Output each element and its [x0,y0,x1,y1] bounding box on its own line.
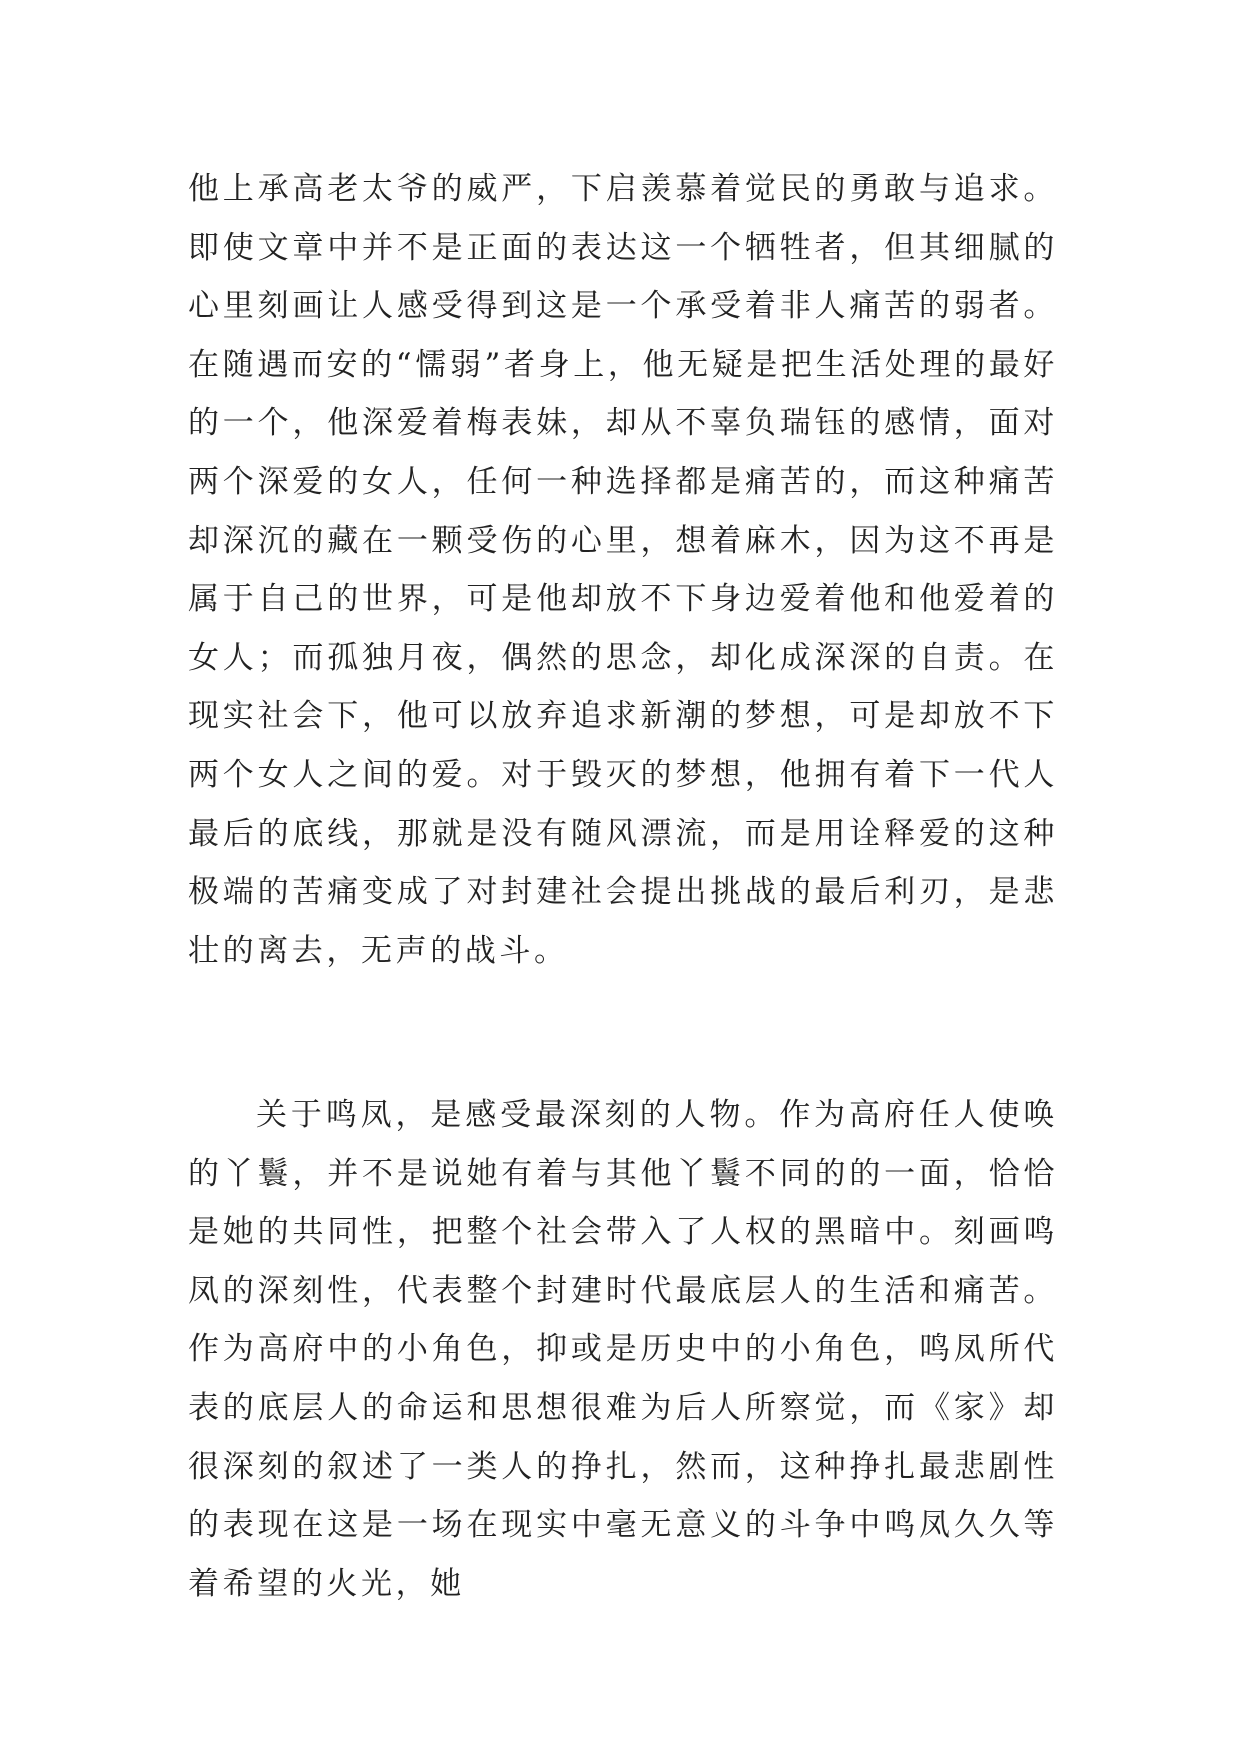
paragraph-mingfeng: 关于鸣凤，是感受最深刻的人物。作为高府任人使唤的丫鬟，并不是说她有着与其他丫鬟不同的的一面，恰恰是她的共同性，把整个社会带入了人权的黑暗中。刻画鸣凤的深刻性，代表整个封建时代最底层人的生活和痛苦。作为高府中的小角色，抑或是历史中的小角色，鸣凤所代表的底层人的命运和思想很难为后人所察觉，而《家》却很深刻的叙述了一类人的挣扎，然而，这种挣扎最悲剧性的表现在这是一场在现实中毫无意义的斗争中鸣凤久久等着希望的火光，她 [188,1097,1058,1602]
paragraph-juexin: 他上承高老太爷的威严，下启羡慕着觉民的勇敢与追求。即使文章中并不是正面的表达这一个牺牲者，但其细腻的心里刻画让人感受得到这是一个承受着非人痛苦的弱者。在随遇而安的“懦弱”者身上，他无疑是把生活处理的最好的一个，他深爱着梅表妹，却从不辜负瑞钰的感情，面对两个深爱的女人，任何一种选择都是痛苦的，而这种痛苦却深沉的藏在一颗受伤的心里，想着麻木，因为这不再是属于自己的世界，可是他却放不下身边爱着他和他爱着的女人；而孤独月夜，偶然的思念，却化成深深的自责。在现实社会下，他可以放弃追求新潮的梦想，可是却放不下两个女人之间的爱。对于毁灭的梦想，他拥有着下一代人最后的底线，那就是没有随风漂流，而是用诠释爱的这种极端的苦痛变成了对封建社会提出挑战的最后利刃，是悲壮的离去，无声的战斗。 [188,171,1058,969]
